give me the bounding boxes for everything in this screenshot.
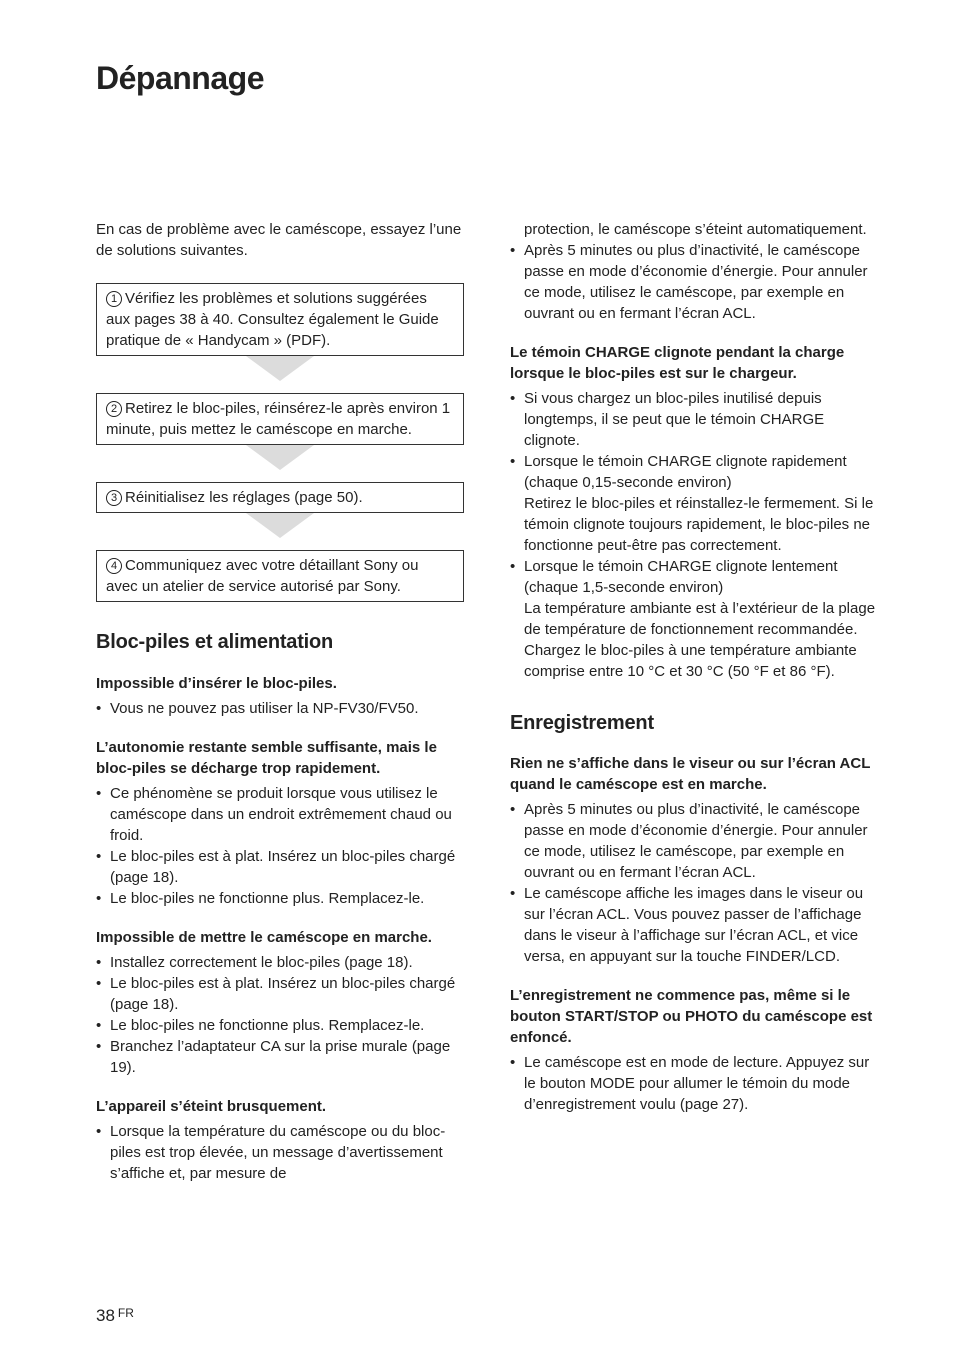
- list-item: • Après 5 minutes ou plus d’inactivité, le caméscope passe en mode d’économie d’énergie. Pour annuler ce mode, utilisez le caméscope, par exemple en ouvrant ou en fermant l’écran ACL.: [510, 240, 882, 324]
- list-item: • Le bloc-piles ne fonctionne plus. Remplacez-le.: [96, 888, 466, 909]
- answer-list: [510, 240, 882, 324]
- page-footer: [96, 1306, 134, 1326]
- intro-text: En cas de problème avec le caméscope, essayez l’une de solutions suivantes.: [96, 221, 462, 259]
- question-title: L’autonomie restante semble suffisante, mais le bloc-piles se décharge trop rapidement.: [96, 739, 437, 777]
- step-box-3: [96, 482, 464, 513]
- step-text: Réinitialisez les réglages (page 50).: [125, 489, 363, 506]
- answer-list: [96, 698, 466, 719]
- section-heading-battery: Bloc-piles et alimentation: [96, 631, 334, 653]
- step-number-icon: 1: [106, 291, 122, 307]
- list-item: • Installez correctement le bloc-piles (page 18).: [96, 952, 466, 973]
- step-number-icon: 4: [106, 558, 122, 574]
- list-item: [510, 451, 882, 556]
- question-title: L’enregistrement ne commence pas, même si le bouton START/STOP ou PHOTO du caméscope est enfoncé.: [510, 987, 873, 1046]
- list-item-continuation: protection, le caméscope s’éteint automatiquement.: [524, 221, 867, 238]
- item-extra: La température ambiante est à l’extérieur de la plage de température de fonctionnement recommandée. Chargez le bloc-piles à une température ambiante comprise entre 10 °C et 30 °C (50 °F et 86 °F).: [524, 600, 876, 680]
- step-box-2: [96, 393, 464, 445]
- item-text: Lorsque le témoin CHARGE clignote lentement (chaque 1,5-seconde environ): [524, 558, 838, 596]
- list-item: • Le bloc-piles est à plat. Insérez un bloc-piles chargé (page 18).: [96, 846, 466, 888]
- left-column: [96, 219, 466, 1184]
- page-number: 38: [96, 1306, 115, 1325]
- list-item: [510, 388, 882, 451]
- arrow-down-icon: [246, 445, 314, 470]
- list-item: • Vous ne pouvez pas utiliser la NP-FV30/FV50.: [96, 698, 466, 719]
- list-item: • Le caméscope affiche les images dans le viseur ou sur l’écran ACL. Vous pouvez passer de l’affichage dans le viseur à l’affichage sur l’écran ACL, et vice versa, en appuyant sur la touche FINDER/LCD.: [510, 883, 882, 967]
- answer-list: [510, 388, 882, 682]
- language-code: FR: [117, 1306, 134, 1320]
- item-text: Lorsque le témoin CHARGE clignote rapidement (chaque 0,15-seconde environ): [524, 453, 847, 491]
- question-title: Impossible de mettre le caméscope en marche.: [96, 929, 432, 946]
- step-number-icon: 3: [106, 490, 122, 506]
- question-title: L’appareil s’éteint brusquement.: [96, 1098, 327, 1115]
- list-item: [510, 556, 882, 682]
- step-number-icon: 2: [106, 401, 122, 417]
- list-item: • Branchez l’adaptateur CA sur la prise murale (page 19).: [96, 1036, 466, 1078]
- step-text: Vérifiez les problèmes et solutions suggérées aux pages 38 à 40. Consultez également le Guide pratique de « Handycam » (PDF).: [106, 290, 439, 349]
- section-heading-recording: Enregistrement: [510, 712, 654, 734]
- list-item: • Le caméscope est en mode de lecture. Appuyez sur le bouton MODE pour allumer le témoin du mode d’enregistrement voulu (page 27).: [510, 1052, 882, 1115]
- question-title: Le témoin CHARGE clignote pendant la charge lorsque le bloc-piles est sur le chargeur.: [510, 344, 845, 382]
- list-item: • Lorsque la température du caméscope ou du bloc-piles est trop élevée, un message d’avertissement s’affiche et, par mesure de: [96, 1121, 466, 1184]
- answer-list: [96, 1121, 466, 1184]
- arrow-down-icon: [246, 513, 314, 538]
- question-title: Rien ne s’affiche dans le viseur ou sur l’écran ACL quand le caméscope est en marche.: [510, 755, 871, 793]
- step-box-4: [96, 550, 464, 602]
- question-title: Impossible d’insérer le bloc-piles.: [96, 675, 337, 692]
- list-item: • Après 5 minutes ou plus d’inactivité, le caméscope passe en mode d’économie d’énergie. Pour annuler ce mode, utilisez le caméscope, par exemple en ouvrant ou en fermant l’écran ACL.: [510, 799, 882, 883]
- answer-list: [510, 799, 882, 967]
- answer-list: [96, 952, 466, 1078]
- answer-list: [510, 1052, 882, 1115]
- page-title: Dépannage: [96, 60, 264, 96]
- item-extra: Retirez le bloc-piles et réinstallez-le fermement. Si le témoin clignote toujours rapidement, le bloc-piles ne fonctionne peut-être pas correctement.: [524, 495, 874, 554]
- step-box-1: [96, 283, 464, 356]
- list-item: • Ce phénomène se produit lorsque vous utilisez le caméscope dans un endroit extrêmement chaud ou froid.: [96, 783, 466, 846]
- item-text: Si vous chargez un bloc-piles inutilisé depuis longtemps, il se peut que le témoin CHARGE clignote.: [524, 390, 825, 449]
- step-text: Communiquez avec votre détaillant Sony ou avec un atelier de service autorisé par Sony.: [106, 557, 419, 595]
- list-item: • Le bloc-piles ne fonctionne plus. Remplacez-le.: [96, 1015, 466, 1036]
- arrow-down-icon: [246, 356, 314, 381]
- step-text: Retirez le bloc-piles, réinsérez-le après environ 1 minute, puis mettez le caméscope en marche.: [106, 400, 451, 438]
- answer-list: [96, 783, 466, 909]
- right-column: [510, 219, 882, 1115]
- list-item: • Le bloc-piles est à plat. Insérez un bloc-piles chargé (page 18).: [96, 973, 466, 1015]
